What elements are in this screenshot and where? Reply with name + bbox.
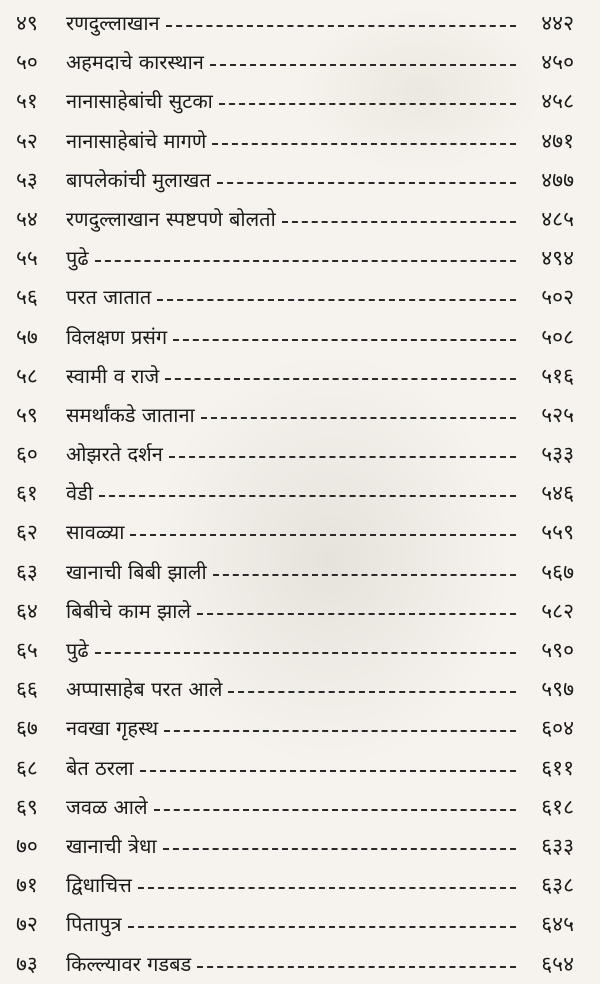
page-number: ५८२ [541, 598, 574, 623]
toc-entry [0, 43, 600, 82]
toc-entry [0, 474, 600, 513]
toc-entry [0, 553, 600, 592]
page-number: ५५९ [541, 520, 574, 545]
dotted-leader [228, 691, 516, 693]
page-number: ५३३ [541, 442, 574, 467]
chapter-title: द्विधाचित्त [66, 873, 132, 898]
chapter-title: बिबीचे काम झाले [66, 598, 191, 623]
toc-entry [0, 82, 600, 121]
page-number: ४५८ [541, 89, 574, 114]
dotted-leader [163, 848, 516, 850]
dotted-leader [140, 770, 516, 772]
chapter-title: पुढे [66, 246, 89, 271]
page-number: ५०८ [541, 324, 574, 349]
chapter-number: ६१ [16, 481, 38, 506]
chapter-number: ७१ [16, 873, 38, 898]
dotted-leader [173, 339, 516, 341]
chapter-number: ५६ [16, 285, 38, 310]
chapter-title: किल्ल्यावर गडबड [66, 951, 192, 976]
page-number: ६५४ [541, 951, 574, 976]
chapter-number: ५९ [16, 402, 38, 427]
chapter-title: पुढे [66, 638, 89, 662]
chapter-title: नानासाहेबांचे मागणे [66, 128, 207, 153]
toc-entry [0, 749, 600, 788]
dotted-leader [165, 378, 516, 380]
page-number: ५४६ [541, 481, 574, 506]
chapter-number: ७२ [16, 912, 38, 937]
toc-entry [0, 435, 600, 474]
dotted-leader [217, 182, 516, 184]
page-number: ५१६ [541, 363, 574, 388]
chapter-title: रणदुल्लाखान स्पष्टपणे बोलतो [66, 206, 276, 231]
dotted-leader [130, 534, 516, 536]
toc-entry [0, 122, 600, 161]
dotted-leader [210, 64, 516, 66]
chapter-number: ६३ [16, 559, 38, 584]
chapter-title: नानासाहेबांची सुटका [66, 89, 213, 114]
chapter-title: विलक्षण प्रसंग [66, 324, 168, 349]
dotted-leader [169, 456, 516, 458]
dotted-leader [201, 417, 516, 419]
page-number: ५६७ [541, 559, 574, 584]
page-number: ६१८ [541, 794, 574, 819]
toc-entry [0, 866, 600, 905]
chapter-number: ६७ [16, 716, 38, 741]
dotted-leader [154, 809, 516, 811]
chapter-title: समर्थांकडे जाताना [66, 402, 195, 427]
chapter-number: ७३ [16, 951, 38, 976]
page-number: ४७१ [541, 128, 574, 153]
page-number: ६४५ [541, 912, 574, 937]
chapter-number: ५० [16, 50, 38, 75]
chapter-number: ६८ [16, 755, 38, 780]
dotted-leader [197, 966, 516, 968]
chapter-number: ६६ [16, 677, 38, 702]
page-number: ४४२ [541, 11, 574, 35]
page-number: ६३३ [541, 833, 574, 858]
chapter-number: ६२ [16, 520, 38, 545]
dotted-leader [166, 25, 516, 27]
dotted-leader [197, 613, 516, 615]
toc-entry [0, 4, 600, 43]
chapter-title: जवळ आले [66, 794, 148, 819]
toc-entry [0, 788, 600, 827]
chapter-title: पितापुत्र [66, 912, 122, 937]
chapter-title: रणदुल्लाखान [66, 11, 160, 35]
chapter-title: परत जातात [66, 285, 152, 310]
dotted-leader [282, 221, 516, 223]
dotted-leader [128, 926, 516, 928]
page-number: ६०४ [541, 716, 574, 741]
table-of-contents [0, 4, 600, 984]
dotted-leader [219, 103, 516, 105]
chapter-title: खानाची बिबी झाली [66, 559, 207, 584]
dotted-leader [164, 730, 516, 732]
toc-entry [0, 161, 600, 200]
toc-entry [0, 318, 600, 357]
toc-entry [0, 827, 600, 866]
dotted-leader [99, 495, 516, 497]
chapter-number: ६० [16, 442, 38, 467]
chapter-number: ६९ [16, 794, 38, 819]
chapter-title: वेडी [66, 481, 93, 506]
dotted-leader [138, 887, 516, 889]
chapter-number: ५४ [16, 206, 38, 231]
chapter-number: ६४ [16, 598, 38, 623]
chapter-number: ६५ [16, 638, 38, 662]
chapter-title: बेत ठरला [66, 755, 134, 780]
chapter-title: खानाची त्रेधा [66, 833, 157, 858]
page-number: ४७७ [541, 167, 574, 192]
toc-entry [0, 513, 600, 552]
toc-entry [0, 278, 600, 317]
page-number: ६११ [541, 755, 574, 780]
toc-entry [0, 670, 600, 709]
dotted-leader [213, 574, 516, 576]
chapter-title: बापलेकांची मुलाखत [66, 167, 211, 192]
toc-entry [0, 357, 600, 396]
toc-entry [0, 592, 600, 631]
toc-entry [0, 631, 600, 670]
toc-entry [0, 239, 600, 278]
chapter-number: ४९ [16, 11, 38, 35]
page-number: ५९० [541, 638, 574, 662]
chapter-title: ओझरते दर्शन [66, 442, 163, 467]
chapter-title: अहमदाचे कारस्थान [66, 50, 204, 75]
toc-entry [0, 200, 600, 239]
dotted-leader [95, 260, 516, 262]
page-number: ५९७ [541, 677, 574, 702]
page-number: ५२५ [541, 402, 574, 427]
chapter-title: नवखा गृहस्थ [66, 716, 159, 741]
chapter-number: ५३ [16, 167, 38, 192]
chapter-number: ५७ [16, 324, 38, 349]
dotted-leader [157, 299, 516, 301]
page-number: ४९४ [541, 246, 574, 271]
toc-entry [0, 396, 600, 435]
chapter-number: ५१ [16, 89, 38, 114]
toc-entry [0, 709, 600, 748]
chapter-number: ५८ [16, 363, 38, 388]
dotted-leader [212, 143, 516, 145]
page-number: ६३८ [541, 873, 574, 898]
page-number: ४८५ [541, 206, 574, 231]
toc-entry [0, 905, 600, 944]
dotted-leader [95, 652, 516, 654]
chapter-number: ७० [16, 833, 38, 858]
chapter-title: स्वामी व राजे [66, 363, 160, 388]
chapter-title: अप्पासाहेब परत आले [66, 677, 223, 702]
chapter-number: ५२ [16, 128, 38, 153]
chapter-number: ५५ [16, 246, 38, 271]
page-number: ४५० [541, 50, 574, 75]
chapter-title: सावळ्या [66, 520, 125, 545]
page-number: ५०२ [541, 285, 574, 310]
